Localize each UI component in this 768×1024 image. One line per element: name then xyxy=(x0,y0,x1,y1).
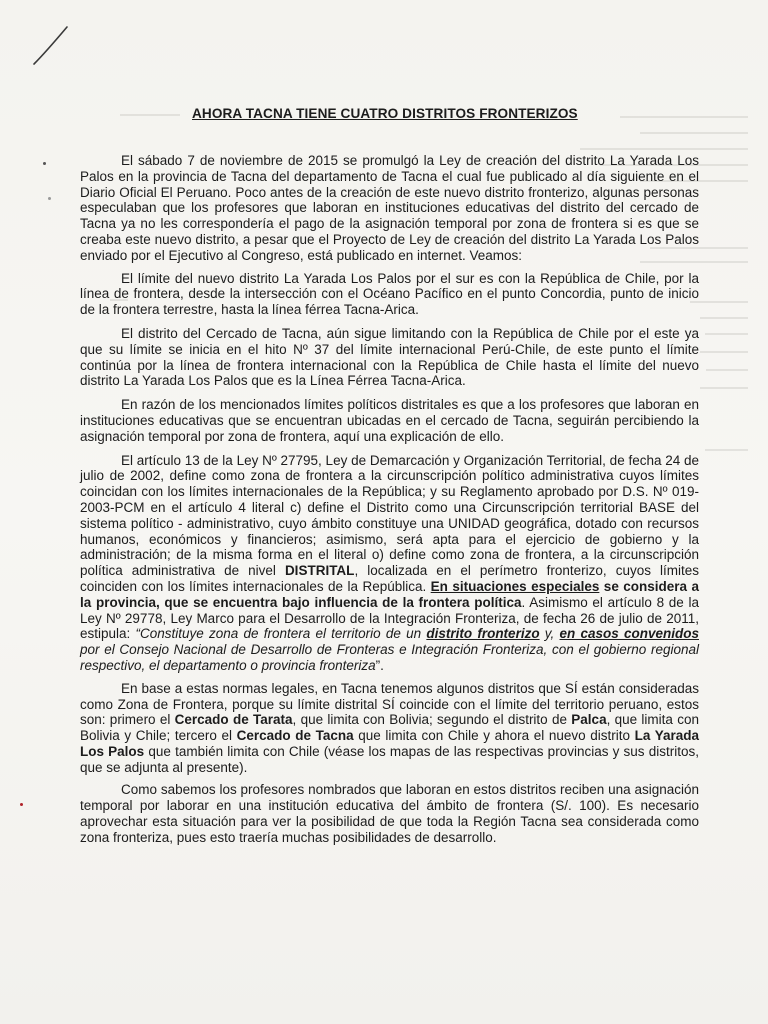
red-mark-dot xyxy=(20,803,23,806)
pen-mark-icon xyxy=(30,24,70,68)
document-title: AHORA TACNA TIENE CUATRO DISTRITOS FRONTERIZOS xyxy=(192,106,578,121)
paragraph-2: El límite del nuevo distrito La Yarada Los Palos por el sur es con la República de Chile, por la línea de frontera, desde la intersección con el Océano Pacífico en el punto Concordia, punto de inicio de la frontera terrestre, hasta la línea férrea Tacna-Arica. xyxy=(80,270,699,318)
speck-dot xyxy=(43,162,46,165)
paragraph-3: El distrito del Cercado de Tacna, aún sigue limitando con la República de Chile por el este ya que su límite se inicia en el hito Nº 37 del límite internacional Perú-Chile, de este punto el límite continúa por la línea de frontera internacional con la República de Chile hasta el límite del nuevo distrito La Yarada Los Palos que es la Línea Férrea Tacna-Arica. xyxy=(80,325,699,389)
paragraph-4: En razón de los mencionados límites políticos distritales es que a los profesores que laboran en instituciones educativas que se encuentran ubicadas en el cercado de Tacna, seguirán percibiendo la asignación temporal por zona de frontera, aquí una explicación de ello. xyxy=(80,397,699,444)
document-body xyxy=(80,153,699,853)
paragraph-6: En base a estas normas legales, en Tacna tenemos algunos distritos que SÍ están consideradas como Zona de Frontera, porque su límite distrital SÍ coincide con el límite del territorio peruano, estos son: primero el Cercado de Tarata, que limita con Bolivia; segundo el distrito de Palca, que limita con Bolivia y Chile; tercero el Cercado de Tacna que limita con Chile y ahora el nuevo distrito La Yarada Los Palos que también limita con Chile (véase los mapas de las respectivas provincias y sus distritos, que se adjunta al presente). xyxy=(80,680,700,775)
paragraph-5: El artículo 13 de la Ley Nº 27795, Ley de Demarcación y Organización Territorial, de fecha 24 de julio de 2002, define como zona de frontera a la circunscripción político administrativa cuyos límites coincidan con los límites internacionales de la República; y su Reglamento aprobado por D.S. Nº 019-2003-PCM en el artículo 4 literal c) define el Distrito como una Circunscripción territorial BASE del sistema político - administrativo, cuyo ámbito constituye una UNIDAD geográfica, dotado con recursos humanos, económicos y financieros; asimismo, será apta para el ejercicio de gobierno y la administración; de la misma forma en el literal o) define como zona de frontera, a la circunscripción política administrativa de nivel DISTRITAL, localizada en el perímetro fronterizo, cuyos límites coinciden con los límites internacionales de la República. En situaciones especiales se considera a la provincia, que se encuentra bajo influencia de la frontera política. Asimismo el artículo 8 de la Ley Nº 29778, Ley Marco para el Desarrollo de la Integración Fronteriza, de fecha 26 de julio de 2011, estipula: “Constituye zona de frontera el territorio de un distrito fronterizo y, en casos convenidos por el Consejo Nacional de Desarrollo de Fronteras e Integración Fronteriza, con el gobierno regional respectivo, el departamento o provincia fronteriza”. xyxy=(80,452,700,673)
speck-dot xyxy=(48,197,51,200)
paragraph-7: Como sabemos los profesores nombrados que laboran en estos distritos reciben una asignación temporal por laborar en una institución educativa del ámbito de frontera (S/. 100). Es necesario aprovechar esta situación para ver la posibilidad de que toda la Región Tacna sea considerada como zona fronteriza, pues esto traería muchas posibilidades de desarrollo. xyxy=(80,782,699,845)
paragraph-1: El sábado 7 de noviembre de 2015 se promulgó la Ley de creación del distrito La Yarada Los Palos en la provincia de Tacna del departamento de Tacna el cual fue publicado al día siguiente en el Diario Oficial El Peruano. Poco antes de la creación de este nuevo distrito fronterizo, algunas personas especulaban que los profesores que laboran en instituciones educativas del distrito del cercado de Tacna ya no les correspondería el pago de la asignación temporal por zona de frontera si es que se creaba este nuevo distrito, a pesar que el Proyecto de Ley de creación del distrito La Yarada Los Palos enviado por el Ejecutivo al Congreso, está publicado en internet. Veamos: xyxy=(80,153,699,263)
